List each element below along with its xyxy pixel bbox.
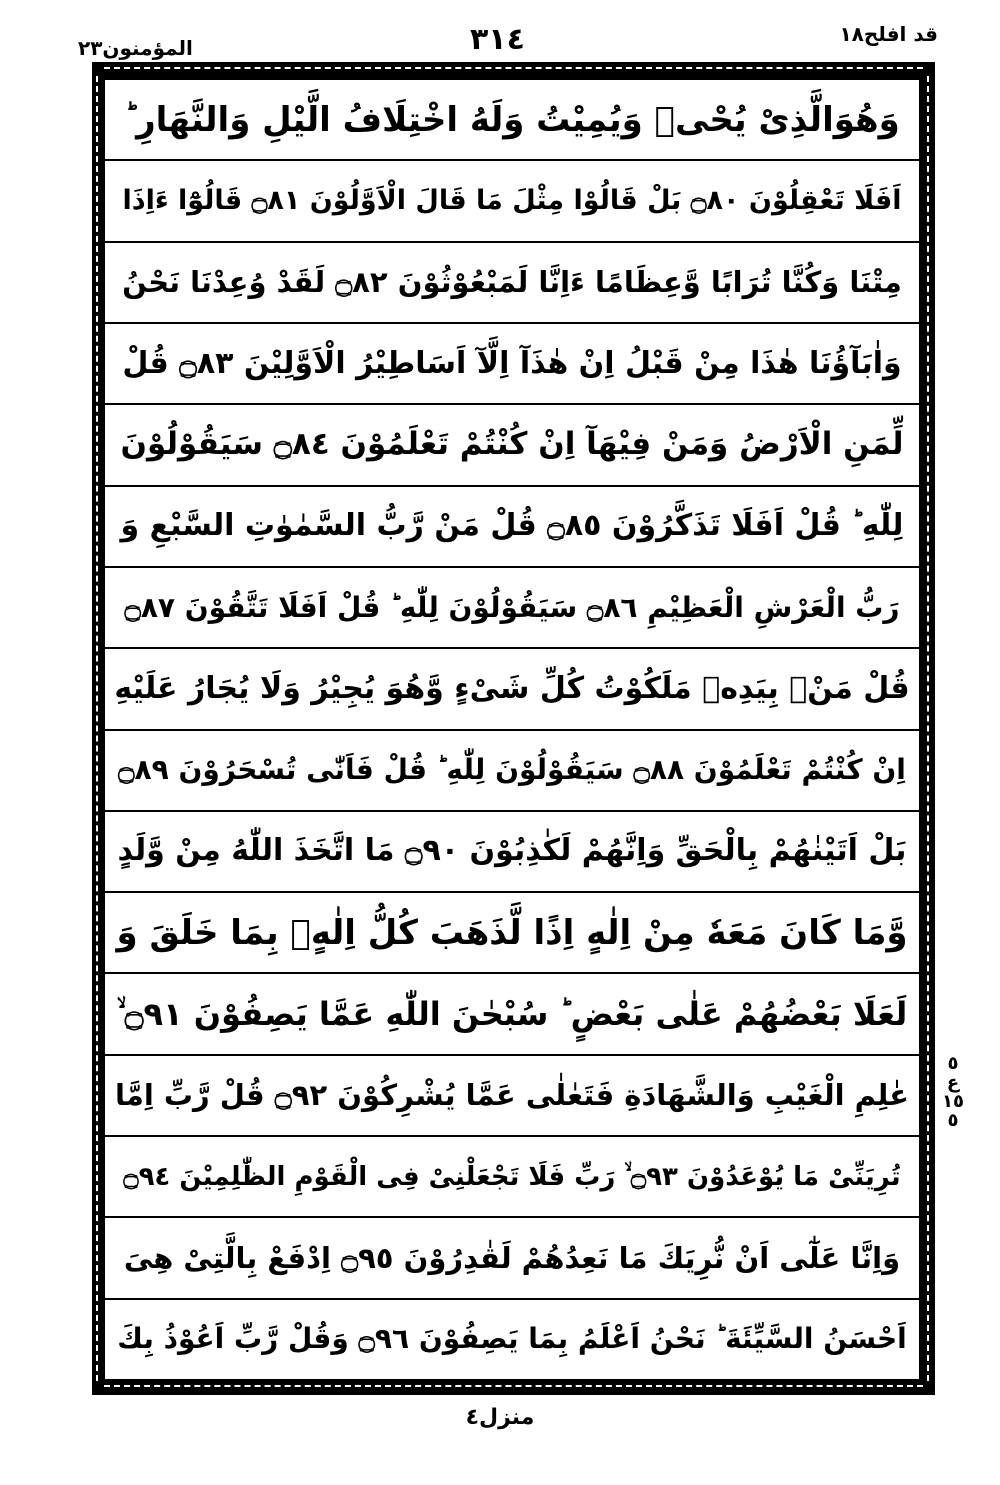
text-line — [105, 893, 919, 974]
surah-name-header: المؤمنون٢٣ — [78, 36, 193, 60]
line-text: عٰلِمِ الْغَیْبِ وَالشَّهَادَةِ فَتَعٰلٰى عَمَّا یُشْرِكُوْنَ ۝٩٢ قُلْ رَّبِّ اِمَّا — [114, 1077, 910, 1112]
text-line — [105, 812, 919, 893]
line-text: وَهُوَالَّذِیْ یُحْیٖ وَیُمِیْتُ وَلَهُ اخْتِلَافُ الَّیْلِ وَالنَّهَارِ ؕ — [124, 99, 900, 140]
line-text: بَلْ اَتَیْنٰهُمْ بِالْحَقِّ وَاِنَّهُمْ لَكٰذِبُوْنَ ۝٩٠ مَا اتَّخَذَ اللّٰهُ مِنْ وَّلَدٍ — [117, 833, 907, 869]
ruku-marker — [938, 1055, 968, 1131]
manzil-footer: منزل٤ — [465, 1405, 535, 1430]
ornament-border-left — [96, 76, 101, 1381]
line-text: لِّمَنِ الْاَرْضُ وَمَنْ فِیْهَآ اِنْ كُنْتُمْ تَعْلَمُوْنَ ۝٨٤ سَیَقُوْلُوْنَ — [120, 426, 904, 463]
text-line — [105, 161, 919, 242]
text-line — [105, 974, 919, 1055]
line-text: لِلّٰهِ ؕ قُلْ اَفَلَا تَذَكَّرُوْنَ ۝٨٥ قُلْ مَنْ رَّبُّ السَّمٰوٰتِ السَّبْعِ وَ — [120, 508, 904, 544]
page-frame — [92, 62, 935, 1395]
line-text: وَاٰبَآؤُنَا هٰذَا مِنْ قَبْلُ اِنْ هٰذَآ اِلَّآ اَسَاطِیْرُ الْاَوَّلِیْنَ ۝٨٣ قُلْ — [122, 345, 902, 381]
line-text: اِنْ كُنْتُمْ تَعْلَمُوْنَ ۝٨٨ سَیَقُوْلُوْنَ لِلّٰهِ ؕ قُلْ فَاَنّٰى تُسْحَرُوْنَ ۝٨٩ — [118, 753, 906, 787]
ruku-number: ١٥ — [942, 1090, 964, 1112]
text-line — [105, 80, 919, 161]
line-text: رَبُّ الْعَرْشِ الْعَظِیْمِ ۝٨٦ سَیَقُوْلُوْنَ لِلّٰهِ ؕ قُلْ اَفَلَا تَتَّقُوْنَ ۝٨٧ — [124, 590, 900, 624]
text-line — [105, 405, 919, 486]
text-line — [105, 1137, 919, 1218]
ornament-border-bottom — [104, 1385, 923, 1391]
ornament-border-right — [927, 76, 932, 1381]
text-line — [105, 731, 919, 812]
line-text: اَحْسَنُ السَّیِّئَةَ ؕ نَحْنُ اَعْلَمُ بِمَا یَصِفُوْنَ ۝٩٦ وَقُلْ رَّبِّ اَعُوْذُ بِكَ — [117, 1322, 907, 1356]
text-line — [105, 487, 919, 568]
juz-name-header: قد افلح١٨ — [839, 22, 938, 46]
line-text: وَاِنَّا عَلٰٓى اَنْ نُّرِیَكَ مَا نَعِدُهُمْ لَقٰدِرُوْنَ ۝٩٥ اِدْفَعْ بِالَّتِیْ هِیَ — [123, 1240, 901, 1275]
text-area — [103, 78, 921, 1381]
line-text: اَفَلَا تَعْقِلُوْنَ ۝٨٠ بَلْ قَالُوْا مِثْلَ مَا قَالَ الْاَوَّلُوْنَ ۝٨١ قَالُوْٓا ءَاِذَا — [122, 185, 902, 217]
text-line — [105, 324, 919, 405]
line-text: قُلْ مَنْۢ بِیَدِهٖ مَلَكُوْتُ كُلِّ شَیْءٍ وَّهُوَ یُجِیْرُ وَلَا یُجَارُ عَلَیْهِ — [114, 670, 910, 706]
line-text: تُرِیَنِّیْ مَا یُوْعَدُوْنَ ۝٩٣ ۙ رَبِّ فَلَا تَجْعَلْنِیْ فِی الْقَوْمِ الظّٰلِمِیْنَ ۝٩٤ — [123, 1161, 901, 1192]
line-text: مِتْنَا وَكُنَّا تُرَابًا وَّعِظَامًا ءَاِنَّا لَمَبْعُوْثُوْنَ ۝٨٢ لَقَدْ وُعِدْنَا نَحْنُ — [122, 264, 902, 299]
page-number: ٣١٤ — [470, 22, 525, 57]
ruku-icon: ع — [946, 1071, 960, 1093]
text-line — [105, 1218, 919, 1299]
text-line — [105, 1300, 919, 1379]
line-text: وَّمَا كَانَ مَعَهٗ مِنْ اِلٰهٍ اِذًا لَّذَهَبَ كُلُّ اِلٰهٍۭ بِمَا خَلَقَ وَ — [116, 912, 908, 953]
ornament-border-top — [104, 67, 923, 73]
text-line — [105, 243, 919, 324]
text-line — [105, 1056, 919, 1137]
ruku-marker-bottom: ٥ — [947, 1109, 959, 1131]
ruku-marker-top: ٥ — [947, 1053, 959, 1074]
text-line — [105, 649, 919, 730]
text-line — [105, 568, 919, 649]
line-text: لَعَلَا بَعْضُهُمْ عَلٰى بَعْضٍ ؕ سُبْحٰنَ اللّٰهِ عَمَّا یَصِفُوْنَ ۝٩١ ۙ — [116, 995, 908, 1034]
